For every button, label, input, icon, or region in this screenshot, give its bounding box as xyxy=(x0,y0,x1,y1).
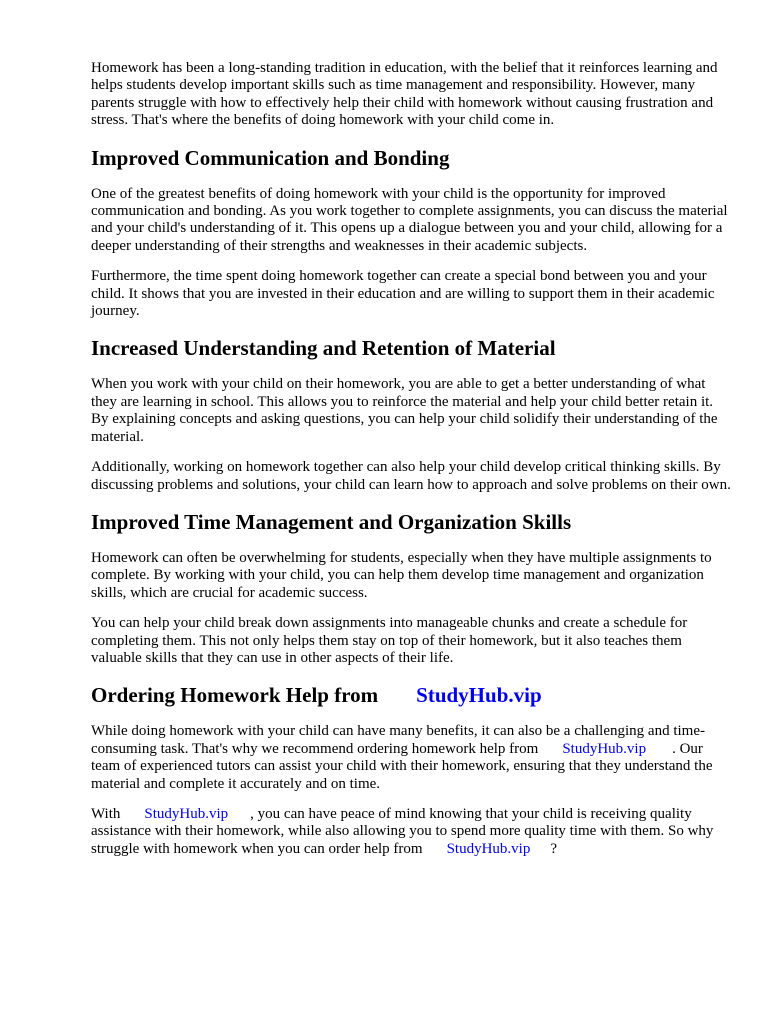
time-management-paragraph-2: You can help your child break down assignments into manageable chunks and create a schedule for completing them. This not only helps them stay on top of their homework, but it also teaches them valuable skills that they can use in other aspects of their life. xyxy=(91,615,688,666)
understanding-paragraph-1: When you work with your child on their homework, you are able to get a better understanding of what they are learning in school. This allows you to reinforce the material and help your child better retain it. By explaining concepts and asking questions, you can help your child solidify their understanding of the material. xyxy=(91,376,718,445)
section-heading-understanding: Increased Understanding and Retention of Material xyxy=(91,336,556,361)
ordering-p1-after: . Our team of experienced tutors can assist your child with their homework, ensuring that they understand the material and complete it accurately and on time. xyxy=(91,740,713,792)
section-heading-ordering xyxy=(91,683,731,707)
studyhub-link-order[interactable]: StudyHub.vip xyxy=(446,840,531,857)
intro-paragraph: Homework has been a long-standing tradition in education, with the belief that it reinforces learning and helps students develop important skills such as time management and responsibility. However, many parents struggle with how to effectively help their child with homework without causing frustration and stress. That's where the benefits of doing homework with your child come in. xyxy=(91,60,718,129)
communication-paragraph-2: Furthermore, the time spent doing homework together can create a special bond between you and your child. It shows that you are invested in their education and are willing to support them in their academic journey. xyxy=(91,268,715,320)
ordering-p1-before: While doing homework with your child can have many benefits, it can also be a challenging and time-consuming task. That's why we recommend ordering homework help from xyxy=(91,723,705,757)
ordering-heading-link[interactable]: StudyHub.vip xyxy=(416,683,542,708)
understanding-paragraph-2: Additionally, working on homework together can also help your child develop critical thinking skills. By discussing problems and solutions, your child can learn how to approach and solve problems on their own. xyxy=(91,459,731,493)
section-heading-communication: Improved Communication and Bonding xyxy=(91,145,450,170)
ordering-paragraph-2 xyxy=(91,806,731,858)
time-management-paragraph-1: Homework can often be overwhelming for students, especially when they have multiple assignments to complete. By working with your child, you can help them develop time management and organization skills, which are crucial for academic success. xyxy=(91,549,712,601)
studyhub-link-with[interactable]: StudyHub.vip xyxy=(144,805,229,822)
ordering-p2-start: With xyxy=(91,805,121,822)
ordering-paragraph-1 xyxy=(91,723,731,793)
communication-paragraph-1: One of the greatest benefits of doing homework with your child is the opportunity for improved communication and bonding. As you work together to complete assignments, you can discuss the material and your child's understanding of it. This opens up a dialogue between you and your child, allowing for a deeper understanding of their strengths and weaknesses in their academic subjects. xyxy=(91,185,728,254)
studyhub-link-inline[interactable]: StudyHub.vip xyxy=(562,740,647,757)
ordering-p2-end: ? xyxy=(550,840,558,857)
section-heading-time-management: Improved Time Management and Organization Skills xyxy=(91,509,572,534)
ordering-p2-middle: , you can have peace of mind knowing that your child is receiving quality assistance with their homework, while also allowing you to spend more quality time with them. So why struggle with homework when you can order help from xyxy=(91,805,714,857)
document-page xyxy=(91,60,731,871)
ordering-heading-text: Ordering Homework Help from xyxy=(91,683,379,708)
